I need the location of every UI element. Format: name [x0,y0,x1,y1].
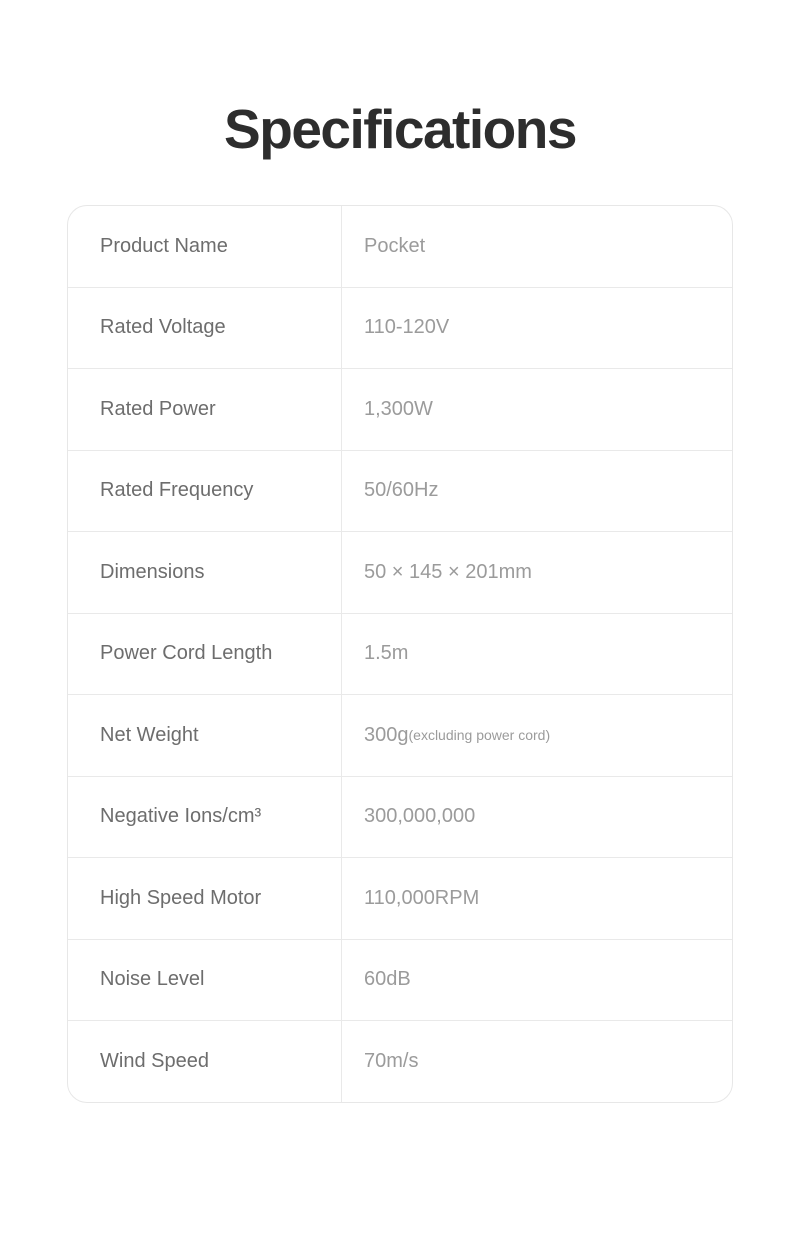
spec-label: Rated Frequency [68,451,342,532]
spec-value-main: 300g [364,723,409,746]
table-row-negative-ions [68,777,732,859]
spec-label: Rated Power [68,369,342,450]
table-row-product-name [68,206,732,288]
spec-label: Negative Ions/cm³ [68,777,342,858]
spec-value [342,695,732,776]
table-row-rated-frequency [68,451,732,533]
table-row-high-speed-motor [68,858,732,940]
spec-value-note: (excluding power cord) [408,727,551,744]
spec-label: Power Cord Length [68,614,342,695]
spec-label: Noise Level [68,940,342,1021]
table-row-noise-level [68,940,732,1022]
spec-value: 1.5m [364,642,409,665]
spec-label: Product Name [68,206,342,287]
specifications-table [67,205,733,1103]
spec-value: 70m/s [364,1049,419,1072]
spec-value: 1,300W [364,397,433,420]
spec-value: Pocket [364,234,426,257]
spec-value: 50/60Hz [364,479,439,502]
spec-value: 50 × 145 × 201mm [364,560,532,583]
table-row-rated-voltage [68,288,732,370]
table-row-wind-speed [68,1021,732,1102]
table-row-net-weight [68,695,732,777]
spec-label: Wind Speed [68,1021,342,1102]
spec-label: Dimensions [68,532,342,613]
page-title: Specifications [224,98,576,160]
table-row-dimensions [68,532,732,614]
spec-label: Rated Voltage [68,288,342,369]
spec-value: 110,000RPM [364,886,480,909]
spec-label: Net Weight [68,695,342,776]
spec-value: 110-120V [364,316,450,339]
spec-value: 60dB [364,968,411,991]
spec-label: High Speed Motor [68,858,342,939]
spec-value: 300,000,000 [364,805,476,828]
table-row-power-cord-length [68,614,732,696]
table-row-rated-power [68,369,732,451]
